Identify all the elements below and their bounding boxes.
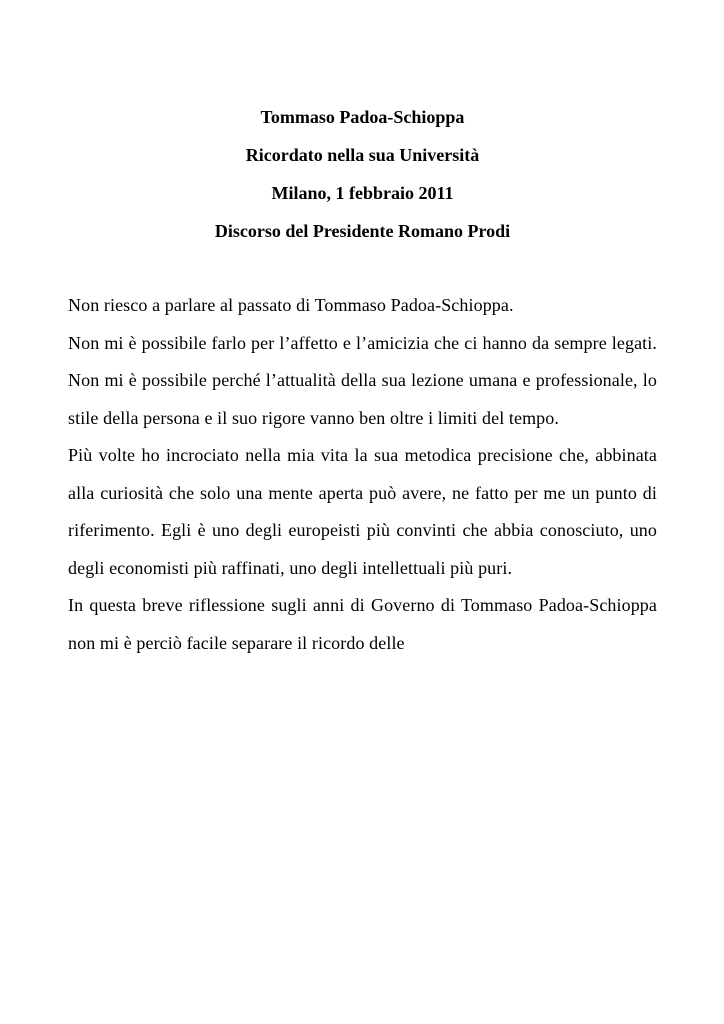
body-paragraph: Più volte ho incrociato nella mia vita la sua metodica precisione che, abbinata alla curiosità che solo una mente aperta può avere, ne fatto per me un punto di riferimento. Egli è uno degli europeisti più convinti che abbia conosciuto, uno degli economisti più raffinati, uno degli intellettuali più puri. [68, 445, 657, 578]
title-line-subtitle: Ricordato nella sua Università [245, 145, 480, 165]
title-line-name: Tommaso Padoa-Schioppa [260, 107, 465, 127]
document-title-block [68, 98, 657, 250]
document-body [68, 287, 657, 662]
body-paragraph: Non riesco a parlare al passato di Tommaso Padoa-Schioppa. [68, 295, 514, 315]
body-paragraph: In questa breve riflessione sugli anni di Governo di Tommaso Padoa-Schioppa non mi è perciò facile separare il ricordo delle [68, 595, 657, 653]
title-line-speaker: Discorso del Presidente Romano Prodi [214, 221, 511, 241]
title-line-date: Milano, 1 febbraio 2011 [271, 183, 454, 203]
body-paragraph: Non mi è possibile farlo per l’affetto e l’amicizia che ci hanno da sempre legati. Non mi è possibile perché l’attualità della sua lezione umana e professionale, lo stile della persona e il suo rigore vanno ben oltre i limiti del tempo. [68, 332, 657, 428]
